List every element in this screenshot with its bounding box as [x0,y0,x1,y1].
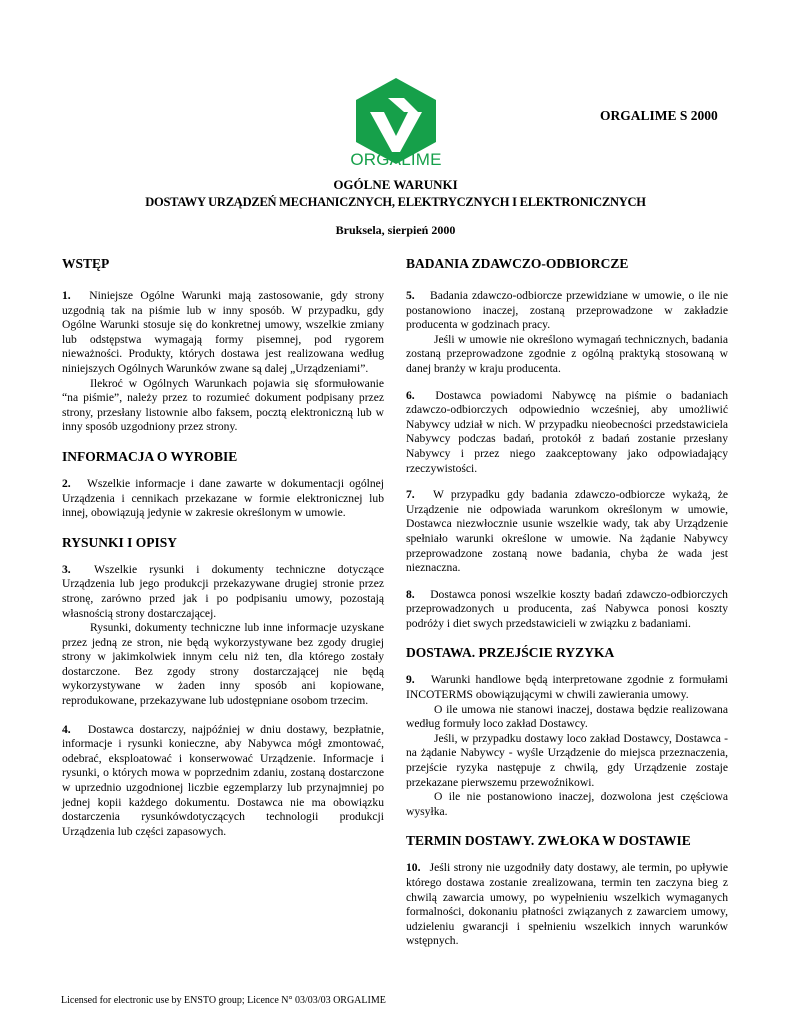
section-heading-badania: BADANIA ZDAWCZO-ODBIORCZE [406,256,629,271]
paragraph-text: Badania zdawczo-odbiorcze przewidziane w umowie, o ile nie postanowiono inaczej, zostaną przeprowadzone w zakładzie producenta w godzinach pracy. [406,289,729,332]
left-column [62,256,384,839]
paragraph-9c: Jeśli, w przypadku dostawy loco zakład Dostawcy, Dostawca - na żądanie Nabywcy - wyśle Urządzenie do miejsca przeznaczenia, przejście ryzyka następuje z chwilą, gdy Urządzenie zostaje przekazane pierwszemu przewoźnikowi. [406,731,728,789]
paragraph-3 [62,563,384,621]
paragraph-number: 7. [406,488,415,502]
section-heading-rysunki: RYSUNKI I OPISY [62,534,178,550]
paragraph-8 [406,588,728,632]
paragraph-number: 3. [62,562,71,576]
date-line: Bruksela, sierpień 2000 [335,223,456,237]
paragraph-number: 5. [406,289,415,302]
section-heading-termin: TERMIN DOSTAWY. ZWŁOKA W DOSTAWIE [406,833,691,849]
paragraph-2 [62,477,384,521]
paragraph-10 [406,861,728,949]
document-subtitle: DOSTAWY URZĄDZEŃ MECHANICZNYCH, ELEKTRYCZNYCH I ELEKTRONICZNYCH [145,195,646,209]
paragraph-number: 4. [62,722,71,736]
paragraph-9 [406,673,728,702]
document-title: OGÓLNE WARUNKI [333,177,458,192]
paragraph-1b: Ilekroć w Ogólnych Warunkach pojawia się sformułowanie “na piśmie”, należy przez to rozumieć dokument podpisany przez strony, przesłany listownie albo faksem, pocztą elektroniczną lub w inny sposób uzgodniony przez strony. [62,376,384,434]
paragraph-number: 9. [406,673,415,687]
paragraph-7 [406,488,728,576]
paragraph-4 [62,723,384,840]
paragraph-text: Wszelkie informacje i dane zawarte w dokumentacji ogólnej Urządzenia i cennikach przekazane w formie elektronicznej lub innej, obowiązują jedynie w zakresie określonym w umowie. [62,476,384,520]
paragraph-9d: O ile nie postanowiono inaczej, dozwolona jest częściowa wysyłka. [406,790,728,818]
paragraph-1 [62,289,384,377]
section-heading-dostawa: DOSTAWA. PRZEJŚCIE RYZYKA [406,645,615,661]
paragraph-text: Dostawca dostarczy, najpóźniej w dniu dostawy, bezpłatnie, informacje i rysunki konieczne, aby Nabywca mógł zmontować, odebrać, eksploatować i konserwować Urządzenie. Informacje i rysunki, o których mowa w poprzednim zdaniu, zostaną dostarczone w uprzednio uzgodnionej liczbie egzemplarzy lub przynajmniej po jednej kopii każdego dokumentu. Dostawca nie ma obowiązku dostarczenia rysunkówdotyczących technologii produkcji Urządzenia lub części zapasowych. [62,722,384,838]
paragraph-number: 8. [406,587,415,601]
paragraph-text: Wszelkie rysunki i dokumenty techniczne dotyczące Urządzenia lub jego produkcji przekazywane drugiej stronie przez stronę, zarówno przed jak i po podpisaniu umowy, pozostają własnością strony dostarczającej. [62,562,384,620]
paragraph-text: Niniejsze Ogólne Warunki mają zastosowanie, gdy strony uzgodnią tak na piśmie lub w inny sposób. W przypadku, gdy Ogólne Warunki stosuje się do konkretnej umowy, wszelkie zmiany lub odstępstwa wymagają formy pisemnej, pod rygorem nieważności. Produkty, których dostawa jest realizowana według niniejszych Ogólnych Warunków zwane są dalej „Urządzeniami”. [62,289,384,375]
paragraph-5b: Jeśli w umowie nie określono wymagań technicznych, badania zostaną przeprowadzone zgodnie z ogólną praktyką stosowaną w danej branży w kraju producenta. [406,332,728,375]
logo-wordmark: ORGALIME [350,150,442,169]
paragraph-text: Warunki handlowe będą interpretowane zgodnie z formułami INCOTERMS obowiązującymi w chwili zawierania umowy. [406,673,728,702]
section-heading-wstep: WSTĘP [62,256,110,271]
paragraph-9b: O ile umowa nie stanowi inaczej, dostawa będzie realizowana według formuły loco zakład Dostawcy. [406,702,728,731]
paragraph-text: Jeśli strony nie uzgodniły daty dostawy, ale termin, po upływie którego dostawa zostanie zrealizowana, termin ten zaczyna bieg z chwilą zawarcia umowy, po wypełnieniu wszelkich wymaganych formalności, dokonaniu płatności związanych z zawarciem umowy, udzieleniu gwarancji i spełnieniu wszelkich innych warunków wstępnych. [406,861,728,948]
paragraph-number: 1. [62,289,71,302]
paragraph-number: 2. [62,476,71,490]
right-column [406,256,728,949]
standard-code: ORGALIME S 2000 [600,108,718,123]
section-heading-informacja: INFORMACJA O WYROBIE [62,448,238,464]
paragraph-number: 6. [406,388,415,402]
paragraph-3b: Rysunki, dokumenty techniczne lub inne informacje uzyskane przez jedną ze stron, nie będą wykorzystywane bez zgody drugiej strony w jakimkolwiek innym celu niż ten, dla którego zostały dostarczone. Bez zgody strony dostarczającej nie będą wykorzystywane w żaden inny sposób ani kopiowane, reprodukowane, przekazywane lub udostępniane osobom trzecim. [62,621,384,708]
paragraph-5 [406,289,728,333]
paragraph-text: W przypadku gdy badania zdawczo-odbiorcze wykażą, że Urządzenie nie odpowiada warunkom określonym w umowie, Dostawca niezwłocznie usunie wszelkie wady, tak aby Urządzenie spełniało warunki określone w umowie. Na żądanie Nabywcy przeprowadzone zostaną nowe badania, chyba że wada jest nieznaczna. [406,488,728,575]
paragraph-number: 10. [406,861,421,875]
paragraph-text: Dostawca powiadomi Nabywcę na piśmie o badaniach zdawczo-odbiorczych odpowiednio wcześniej, aby umożliwić Nabywcy udział w nich. W przypadku nieobecności przedstawiciela Nabywcy podczas badań, protokół z badań zostanie przesłany Nabywcy i przez niego zaakceptowany jako odpowiadający rzeczywistości. [406,388,728,475]
paragraph-6 [406,389,728,477]
licence-footer: Licensed for electronic use by ENSTO group; Licence N° 03/03/03 ORGALIME [61,995,386,1006]
paragraph-text: Dostawca ponosi wszelkie koszty badań zdawczo-odbiorczych przeprowadzonych u producenta, zaś Nabywca ponosi koszty podróży i diet swych przedstawicieli w związku z badaniami. [406,587,728,630]
